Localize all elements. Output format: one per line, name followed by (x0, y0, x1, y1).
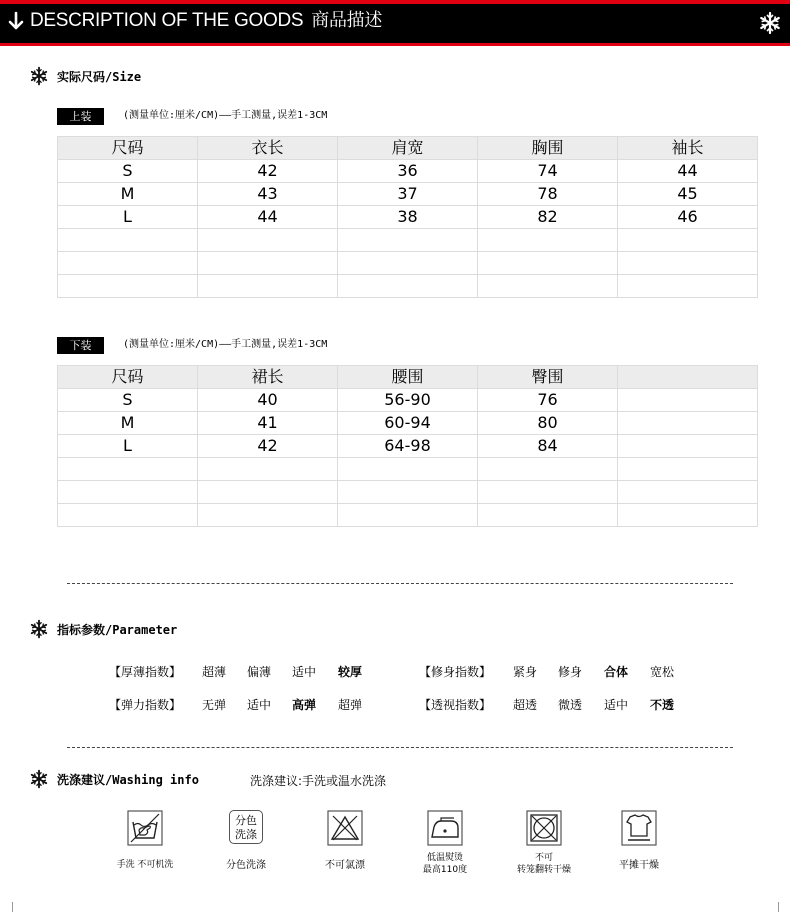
table-cell: 41 (198, 412, 338, 435)
bottom-garment-tag: 下装 (57, 337, 104, 354)
table-header-cell: 尺码 (58, 137, 198, 160)
table-row (58, 252, 758, 275)
table-cell (478, 481, 618, 504)
table-cell (618, 412, 758, 435)
hand-wash-icon (127, 810, 163, 846)
table-row (58, 458, 758, 481)
table-cell (198, 504, 338, 527)
no-tumble-dry-label: 不可 (534, 853, 553, 863)
table-header-row (58, 366, 758, 389)
table-cell (618, 252, 758, 275)
table-cell (618, 458, 758, 481)
table-row (58, 389, 758, 412)
parameter-section-title: 指标参数/Parameter (29, 618, 177, 640)
table-header-cell: 尺码 (58, 366, 198, 389)
color-separate-label: 分色洗涤 (226, 860, 266, 871)
table-header-cell: 衣长 (198, 137, 338, 160)
table-cell (58, 229, 198, 252)
low-iron-icon (427, 810, 463, 846)
elasticity-label: 【弹力指数】 (109, 698, 182, 712)
low-iron-label: 低温熨烫 (426, 853, 463, 863)
transparency-option: 微透 (558, 698, 583, 712)
table-cell (618, 481, 758, 504)
transparency-option-selected: 不透 (650, 698, 675, 712)
table-cell: 44 (198, 206, 338, 229)
table-cell: 56-90 (338, 389, 478, 412)
table-cell (198, 275, 338, 298)
color-separate-icon (229, 810, 263, 844)
washing-section-title: 洗涤建议/Washing info (29, 768, 199, 790)
no-bleach-icon (327, 810, 363, 846)
table-cell: 46 (618, 206, 758, 229)
fit-option: 修身 (558, 665, 583, 679)
elasticity-option-selected: 高弹 (292, 698, 317, 712)
table-row (58, 275, 758, 298)
top-garment-tag: 上装 (57, 108, 104, 125)
table-row (58, 481, 758, 504)
table-cell: L (58, 206, 198, 229)
table-cell (198, 229, 338, 252)
table-header-cell: 裙长 (198, 366, 338, 389)
snowflake-icon (29, 66, 49, 86)
elasticity-option: 适中 (247, 698, 272, 712)
bottom-size-table (57, 365, 758, 527)
table-cell (338, 275, 478, 298)
header-accent-line (0, 0, 790, 4)
header-accent-line-bottom (0, 43, 790, 46)
thickness-option: 适中 (292, 665, 317, 679)
color-separate-icon-text: 分色 (235, 814, 257, 827)
table-cell (338, 229, 478, 252)
table-row (58, 206, 758, 229)
table-cell (478, 229, 618, 252)
table-cell: M (58, 412, 198, 435)
table-cell: 44 (618, 160, 758, 183)
table-cell (198, 481, 338, 504)
table-cell (478, 275, 618, 298)
table-cell (618, 275, 758, 298)
elasticity-transparency-row (0, 697, 790, 713)
thickness-fit-row (0, 664, 790, 680)
arrow-down-icon (8, 11, 24, 31)
table-cell: 42 (198, 160, 338, 183)
table-cell (58, 458, 198, 481)
table-cell (338, 504, 478, 527)
table-cell (58, 504, 198, 527)
table-cell: 64-98 (338, 435, 478, 458)
snowflake-icon (29, 769, 49, 789)
table-cell: 80 (478, 412, 618, 435)
table-cell: 37 (338, 183, 478, 206)
dashed-divider (67, 747, 733, 748)
table-cell (618, 504, 758, 527)
table-cell (478, 252, 618, 275)
table-cell: 36 (338, 160, 478, 183)
transparency-option: 超透 (513, 698, 538, 712)
table-cell (618, 229, 758, 252)
table-cell (58, 275, 198, 298)
thickness-option-selected: 较厚 (338, 665, 363, 679)
table-cell (478, 504, 618, 527)
table-header-cell: 胸围 (478, 137, 618, 160)
table-header-cell: 臀围 (478, 366, 618, 389)
fit-option-selected: 合体 (604, 665, 629, 679)
no-tumble-dry-label-line2: 转笼翻转干燥 (516, 865, 571, 875)
table-cell: 40 (198, 389, 338, 412)
snowflake-icon (758, 11, 782, 35)
table-row (58, 229, 758, 252)
thickness-option: 超薄 (202, 665, 227, 679)
table-cell (618, 389, 758, 412)
table-row (58, 160, 758, 183)
low-iron-label-line2: 最高110度 (422, 865, 468, 875)
table-cell: 74 (478, 160, 618, 183)
table-cell (58, 252, 198, 275)
thickness-label: 【厚薄指数】 (109, 665, 182, 679)
dry-flat-icon (621, 810, 657, 846)
measurement-note: (测量单位:厘米/CM)——手工测量,误差1-3CM (123, 339, 328, 350)
elasticity-option: 无弹 (202, 698, 227, 712)
table-header-cell: 腰围 (338, 366, 478, 389)
table-cell (338, 458, 478, 481)
fit-option: 紧身 (513, 665, 538, 679)
table-cell: S (58, 160, 198, 183)
fit-label: 【修身指数】 (419, 665, 492, 679)
table-row (58, 412, 758, 435)
top-size-table (57, 136, 758, 298)
table-cell: 45 (618, 183, 758, 206)
no-tumble-dry-icon (526, 810, 562, 846)
snowflake-icon (29, 619, 49, 639)
table-header-cell: 肩宽 (338, 137, 478, 160)
transparency-option: 适中 (604, 698, 629, 712)
elasticity-option: 超弹 (338, 698, 363, 712)
table-cell: 76 (478, 389, 618, 412)
table-cell (478, 458, 618, 481)
table-cell: 42 (198, 435, 338, 458)
dashed-divider (67, 583, 733, 584)
table-header-cell: 袖长 (618, 137, 758, 160)
thickness-option: 偏薄 (247, 665, 272, 679)
size-section-title: 实际尺码/Size (29, 65, 141, 87)
table-row (58, 183, 758, 206)
corner-mark (768, 902, 779, 912)
table-cell (338, 481, 478, 504)
table-header-cell (618, 366, 758, 389)
corner-mark (12, 902, 23, 912)
table-cell: 38 (338, 206, 478, 229)
table-row (58, 504, 758, 527)
header-bar (0, 0, 790, 46)
table-cell: L (58, 435, 198, 458)
table-header-row (58, 137, 758, 160)
table-cell: S (58, 389, 198, 412)
table-cell: 43 (198, 183, 338, 206)
table-cell: 82 (478, 206, 618, 229)
color-separate-icon-text: 洗涤 (235, 828, 257, 841)
washing-note: 洗涤建议:手洗或温水洗涤 (250, 774, 387, 788)
table-cell: 78 (478, 183, 618, 206)
table-cell (198, 458, 338, 481)
table-cell (58, 481, 198, 504)
table-cell (618, 435, 758, 458)
table-cell: 60-94 (338, 412, 478, 435)
table-cell (198, 252, 338, 275)
table-cell: M (58, 183, 198, 206)
dry-flat-label: 平摊干燥 (619, 860, 659, 871)
table-cell (338, 252, 478, 275)
table-row (58, 435, 758, 458)
no-bleach-label: 不可氯漂 (325, 860, 365, 871)
measurement-note: (测量单位:厘米/CM)——手工测量,误差1-3CM (123, 110, 328, 121)
transparency-label: 【透视指数】 (419, 698, 492, 712)
header-title: DESCRIPTION OF THE GOODS 商品描述 (30, 10, 383, 31)
table-cell: 84 (478, 435, 618, 458)
fit-option: 宽松 (650, 665, 675, 679)
hand-wash-label: 手洗 不可机洗 (116, 860, 174, 870)
